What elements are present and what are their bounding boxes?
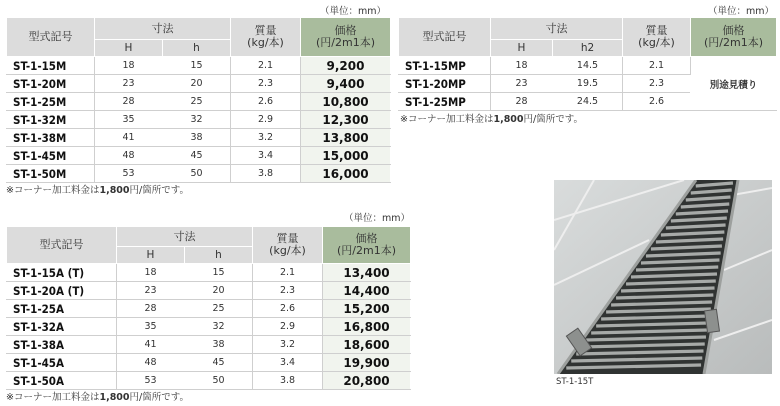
model-code: ST-1-20M	[7, 75, 95, 93]
header-mass: 質量 (kg/本)	[623, 18, 691, 57]
model-code: ST-1-15M	[7, 57, 95, 75]
dim-h: 45	[185, 354, 253, 372]
price-value: 12,300	[301, 111, 391, 129]
spec-table-2	[398, 17, 777, 111]
model-code: ST-1-25MP	[399, 93, 491, 111]
table-row	[7, 57, 391, 75]
model-code: ST-1-15A (T)	[7, 264, 117, 282]
dim-h: 25	[163, 93, 231, 111]
dim-h: 50	[163, 165, 231, 183]
corner-note-2	[400, 111, 583, 125]
mass-value: 2.9	[253, 318, 323, 336]
model-code: ST-1-32A	[7, 318, 117, 336]
unit-label-3: （単位：mm）	[343, 213, 410, 224]
model-code: ST-1-45M	[7, 147, 95, 165]
dim-H: 48	[117, 354, 185, 372]
header-model: 型式記号	[7, 18, 95, 57]
dim-H: 23	[491, 75, 553, 93]
header-model: 型式記号	[7, 227, 117, 264]
table-row	[7, 165, 391, 183]
dim-H: 23	[117, 282, 185, 300]
model-code: ST-1-50A	[7, 372, 117, 390]
table-row	[7, 111, 391, 129]
mass-value: 2.1	[623, 57, 691, 75]
mass-value: 2.3	[253, 282, 323, 300]
model-code: ST-1-20MP	[399, 75, 491, 93]
dim-h: 20	[163, 75, 231, 93]
price-value: 16,800	[323, 318, 411, 336]
dim-H: 53	[117, 372, 185, 390]
mass-value: 2.6	[253, 300, 323, 318]
spec-table-3	[6, 226, 411, 390]
model-code: ST-1-20A (T)	[7, 282, 117, 300]
dim-H: 53	[95, 165, 163, 183]
note-text: 円/箇所です。	[129, 185, 189, 196]
header-dimensions: 寸法	[95, 18, 231, 40]
dim-H: 23	[95, 75, 163, 93]
mass-value: 2.1	[231, 57, 301, 75]
dim-h: 32	[185, 318, 253, 336]
model-code: ST-1-25A	[7, 300, 117, 318]
header-mass: 質量 (kg/本)	[253, 227, 323, 264]
header-dimensions: 寸法	[491, 18, 623, 40]
table-row	[399, 57, 777, 75]
table-row	[7, 372, 411, 390]
dim-h: 50	[185, 372, 253, 390]
header-mass: 質量 (kg/本)	[231, 18, 301, 57]
unit-label-2: （単位：mm）	[707, 6, 774, 17]
header-price: 価格 (円/2m1本)	[323, 227, 411, 264]
mass-value: 3.8	[253, 372, 323, 390]
price-value: 20,800	[323, 372, 411, 390]
dim-h: 25	[185, 300, 253, 318]
dim-H: 41	[117, 336, 185, 354]
spec-table-1	[6, 17, 391, 183]
price-value: 9,400	[301, 75, 391, 93]
table-row	[7, 129, 391, 147]
dim-h: 14.5	[553, 57, 623, 75]
dim-H: 35	[117, 318, 185, 336]
mass-value: 2.3	[623, 75, 691, 93]
dim-h: 38	[163, 129, 231, 147]
price-value: 15,200	[323, 300, 411, 318]
table-row	[7, 300, 411, 318]
model-code: ST-1-38A	[7, 336, 117, 354]
dim-H: 28	[491, 93, 553, 111]
table-row	[7, 264, 411, 282]
header-H: H	[117, 247, 185, 264]
note-text: ※コーナー加工料金は	[400, 114, 494, 125]
corner-note-3	[6, 389, 189, 403]
mass-value: 2.1	[253, 264, 323, 282]
price-value: 14,400	[323, 282, 411, 300]
dim-h: 19.5	[553, 75, 623, 93]
dim-H: 48	[95, 147, 163, 165]
dim-h: 15	[163, 57, 231, 75]
table-row	[7, 93, 391, 111]
header-H: H	[95, 40, 163, 57]
price-value: 15,000	[301, 147, 391, 165]
product-photo	[554, 180, 772, 374]
model-code: ST-1-25M	[7, 93, 95, 111]
mass-value: 3.2	[253, 336, 323, 354]
dim-H: 18	[95, 57, 163, 75]
table-row	[7, 147, 391, 165]
dim-h: 20	[185, 282, 253, 300]
dim-h: 24.5	[553, 93, 623, 111]
table-row	[7, 318, 411, 336]
dim-H: 18	[491, 57, 553, 75]
note-amount: 1,800	[493, 114, 524, 125]
model-code: ST-1-45A	[7, 354, 117, 372]
dim-H: 35	[95, 111, 163, 129]
mass-value: 3.2	[231, 129, 301, 147]
price-value: 18,600	[323, 336, 411, 354]
dim-H: 28	[117, 300, 185, 318]
corner-note-1	[6, 182, 189, 196]
price-value: 13,800	[301, 129, 391, 147]
dim-h: 45	[163, 147, 231, 165]
photo-caption: ST-1-15T	[556, 377, 594, 387]
note-text: ※コーナー加工料金は	[6, 392, 100, 403]
dim-H: 41	[95, 129, 163, 147]
price-value: 13,400	[323, 264, 411, 282]
mass-value: 2.3	[231, 75, 301, 93]
price-value: 9,200	[301, 57, 391, 75]
mass-value: 3.4	[231, 147, 301, 165]
header-dimensions: 寸法	[117, 227, 253, 247]
price-on-request: 別途見積り	[691, 57, 777, 111]
mass-value: 2.6	[623, 93, 691, 111]
dim-H: 28	[95, 93, 163, 111]
note-text: 円/箇所です。	[523, 114, 583, 125]
dim-h: 38	[185, 336, 253, 354]
unit-label-1: （単位：mm）	[319, 6, 386, 17]
price-value: 10,800	[301, 93, 391, 111]
header-price: 価格 (円/2m1本)	[301, 18, 391, 57]
model-code: ST-1-38M	[7, 129, 95, 147]
price-value: 16,000	[301, 165, 391, 183]
header-H: H	[491, 40, 553, 57]
header-h: h	[163, 40, 231, 57]
model-code: ST-1-32M	[7, 111, 95, 129]
table-row	[7, 354, 411, 372]
table-row	[7, 75, 391, 93]
note-amount: 1,800	[99, 185, 130, 196]
note-text: ※コーナー加工料金は	[6, 185, 100, 196]
dim-h: 32	[163, 111, 231, 129]
dim-h: 15	[185, 264, 253, 282]
table-row	[7, 282, 411, 300]
header-price: 価格 (円/2m1本)	[691, 18, 777, 57]
mass-value: 3.4	[253, 354, 323, 372]
dim-H: 18	[117, 264, 185, 282]
table-row	[7, 336, 411, 354]
note-text: 円/箇所です。	[129, 392, 189, 403]
note-amount: 1,800	[99, 392, 130, 403]
model-code: ST-1-50M	[7, 165, 95, 183]
mass-value: 2.9	[231, 111, 301, 129]
mass-value: 2.6	[231, 93, 301, 111]
header-model: 型式記号	[399, 18, 491, 57]
model-code: ST-1-15MP	[399, 57, 491, 75]
mass-value: 3.8	[231, 165, 301, 183]
header-h2: h2	[553, 40, 623, 57]
price-value: 19,900	[323, 354, 411, 372]
header-h: h	[185, 247, 253, 264]
